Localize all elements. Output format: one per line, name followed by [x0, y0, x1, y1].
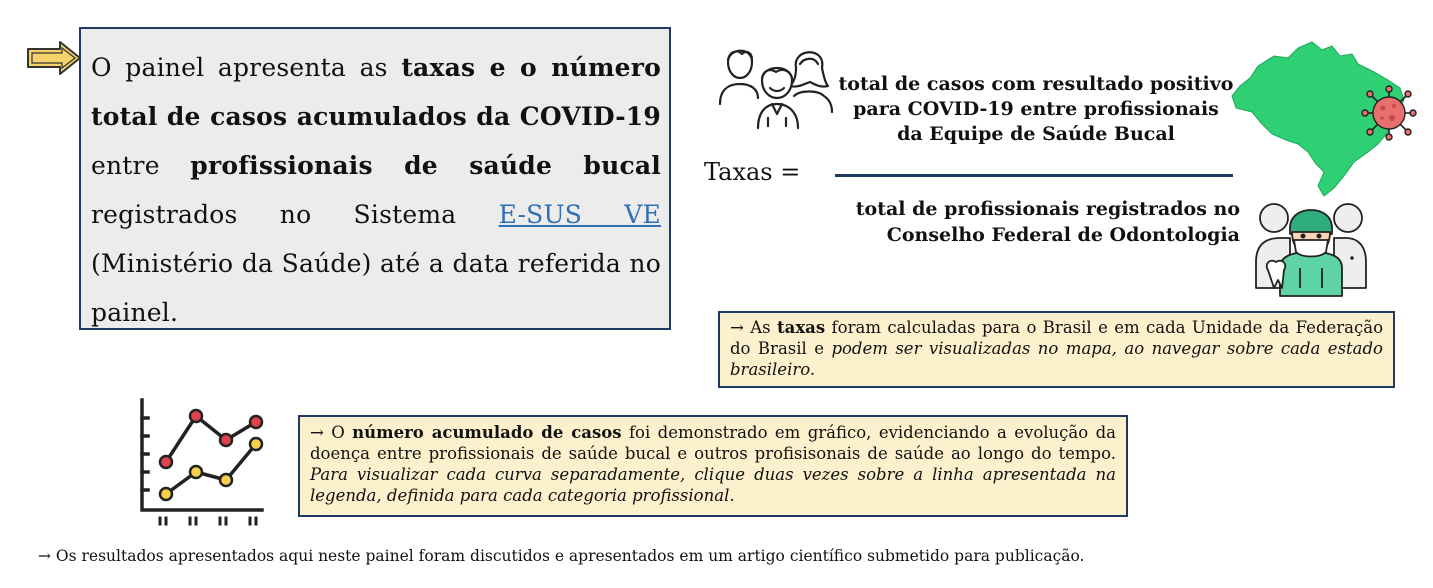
formula-numerator: total de casos com resultado positivo para COVID-19 entre profissionais da Equipe de Saúde Bucal [838, 73, 1234, 145]
people-group-icon [718, 38, 836, 130]
taxas-label: Taxas = [704, 158, 801, 186]
pointing-arrow-icon [26, 40, 82, 76]
rates-note: → As taxas foram calculadas para o Brasil e em cada Unidade da Federação do Brasil e podem ser visualizadas no mapa, ao navegar sobre cada estado brasileiro. [718, 311, 1395, 388]
footer-note: → Os resultados apresentados aqui neste painel foram discutidos e apresentados em um artigo científico submetido para publicação. [38, 547, 1085, 565]
intro-text: O painel apresenta as taxas e o número total de casos acumulados da COVID-19 entre profissionais de saúde bucal registrados no Sistema E-SUS VE (Ministério da Saúde) até a data referida no painel. [91, 53, 662, 327]
dentist-icon [1250, 198, 1372, 298]
line-chart-icon [136, 398, 266, 526]
esus-ve-link[interactable]: E-SUS VE [498, 200, 662, 229]
fraction-line [835, 174, 1233, 177]
intro-box [79, 27, 671, 330]
formula-denominator: total de profissionais registrados no Conselho Federal de Odontologia [855, 198, 1240, 246]
virus-icon [1362, 86, 1416, 140]
count-note: → O número acumulado de casos foi demonstrado em gráfico, evidenciando a evolução da doença entre profissionais de saúde bucal e outros profisisonais de saúde ao longo do tempo. Para visualizar cada curva separadamente, clique duas vezes sobre a linha apresentada na legenda, definida para cada categoria profissional. [298, 415, 1128, 517]
